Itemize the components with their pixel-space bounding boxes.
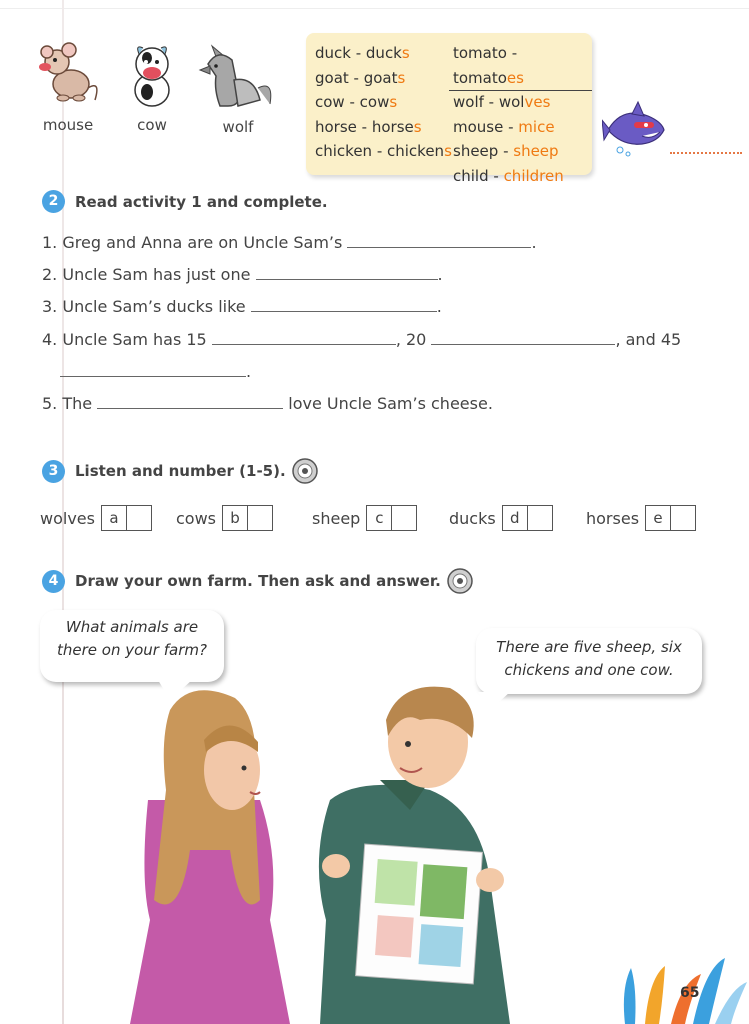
plurals-divider: [449, 90, 592, 91]
answer-blank[interactable]: [251, 297, 437, 312]
answer-blank[interactable]: [256, 265, 438, 280]
animal-label: mouse: [42, 116, 94, 134]
section-2-heading: [42, 190, 328, 213]
question-2: 2. Uncle Sam has just one .: [42, 265, 443, 284]
plural-item: duck - ducks: [315, 44, 410, 62]
mouse-icon: [33, 40, 103, 110]
animal-label: wolf: [222, 118, 254, 136]
speech-bubble-question: [40, 610, 224, 682]
animal-cow: [112, 40, 192, 150]
section-number-badge: 3: [42, 460, 65, 483]
bubble-line: chickens and one cow.: [504, 661, 674, 679]
question-4: 4. Uncle Sam has 15 , 20 , and 45: [42, 330, 682, 349]
number-box[interactable]: b: [222, 505, 273, 531]
answer-blank[interactable]: [212, 330, 396, 345]
animal-mouse: [28, 40, 108, 150]
answer-blank[interactable]: [347, 233, 531, 248]
page-number: 65: [680, 985, 700, 1001]
coral-decoration-icon: [585, 948, 749, 1024]
section-3-heading: [42, 458, 318, 484]
question-3: 3. Uncle Sam’s ducks like .: [42, 297, 442, 316]
plural-item: cow - cows: [315, 93, 398, 111]
question-4-continued: .: [60, 362, 251, 381]
shark-mascot-icon: [602, 100, 668, 160]
top-rule: [0, 8, 749, 9]
plural-item: horse - horses: [315, 117, 422, 136]
section-title: Listen and number (1-5).: [75, 462, 286, 480]
animal-label: cow: [137, 116, 167, 134]
question-5: 5. The love Uncle Sam’s cheese.: [42, 394, 493, 413]
girl-figure: [130, 690, 290, 1024]
cd-audio-icon[interactable]: [447, 568, 473, 594]
section-4-heading: [42, 568, 473, 594]
wolf-icon: [198, 40, 278, 112]
number-box[interactable]: a: [101, 505, 152, 531]
listen-item-ducks: ducks d: [449, 505, 553, 531]
bubble-line: There are five sheep, six: [496, 638, 682, 656]
listen-item-horses: horses e: [586, 505, 696, 531]
plural-item: tomato - tomatoes: [453, 44, 524, 87]
listen-item-sheep: sheep c: [312, 505, 417, 531]
plural-item: mouse - mice: [453, 117, 555, 136]
section-title: Read activity 1 and complete.: [75, 192, 328, 211]
animal-wolf: [198, 40, 278, 150]
answer-blank[interactable]: [97, 394, 283, 409]
plurals-column-left: [315, 41, 452, 164]
cow-icon: [117, 40, 187, 110]
number-box[interactable]: d: [502, 505, 553, 531]
listen-item-wolves: wolves a: [40, 505, 152, 531]
plural-item: child - children: [453, 166, 564, 185]
section-number-badge: 4: [42, 570, 65, 593]
plural-item: sheep - sheep: [453, 142, 559, 160]
plural-item: goat - goats: [315, 68, 406, 87]
plural-item: chicken - chickens: [315, 142, 452, 160]
answer-blank[interactable]: [60, 362, 246, 377]
plural-item: wolf - wolves: [453, 93, 551, 111]
answer-blank[interactable]: [431, 330, 615, 345]
plurals-box: [306, 33, 592, 185]
boy-figure: [319, 687, 510, 1024]
section-number-badge: 2: [42, 190, 65, 213]
section-title: Draw your own farm. Then ask and answer.: [75, 572, 441, 590]
bubble-line: there on your farm?: [57, 641, 207, 659]
number-box[interactable]: c: [366, 505, 417, 531]
plurals-column-right: [453, 41, 592, 188]
cd-audio-icon[interactable]: [292, 458, 318, 484]
question-1: 1. Greg and Anna are on Uncle Sam’s .: [42, 233, 537, 252]
children-with-drawing-photo: [130, 680, 600, 1024]
dotted-trail: [670, 152, 742, 154]
listen-item-cows: cows b: [176, 505, 273, 531]
number-box[interactable]: e: [645, 505, 696, 531]
bubble-line: What animals are: [65, 618, 199, 636]
